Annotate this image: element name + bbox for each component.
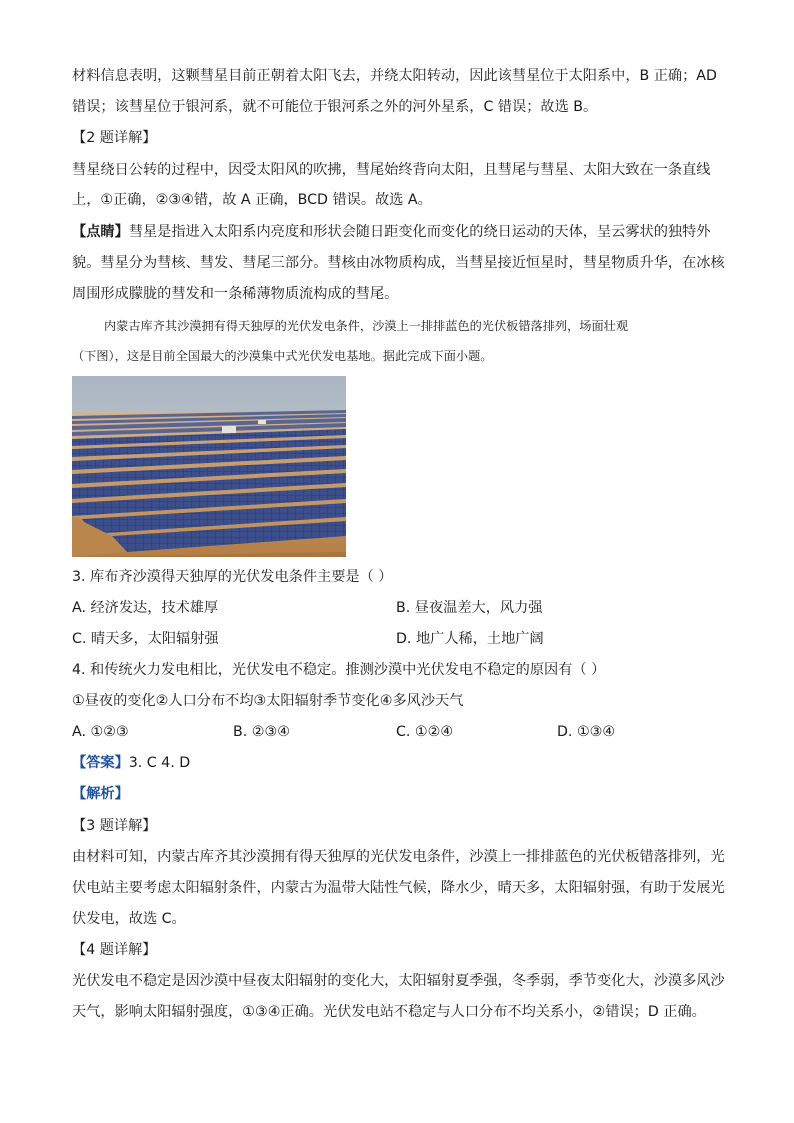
question4-factors: ①昼夜的变化②人口分布不均③太阳辐射季节变化④多风沙天气 [72, 693, 464, 709]
q2-heading: 【2 题详解】 [72, 130, 157, 146]
tip-label: 【点睛】 [72, 224, 129, 240]
q3-line-2: 伏电站主要考虑太阳辐射条件，内蒙古为温带大陆性气候，降水少，晴天多，太阳辐射强，有助于发展光 [72, 880, 725, 896]
q4-line-2: 天气，影响太阳辐射强度，①③④正确。光伏发电站不稳定与人口分布不均关系小，②错误；D 正确。 [72, 1004, 706, 1020]
analysis-label: 【解析】 [72, 786, 129, 802]
solar-farm-photo [72, 376, 346, 557]
solar-farm-image [72, 376, 346, 557]
question4-option-d: D. ①③④ [557, 724, 616, 740]
intro-line-1: 材料信息表明，这颗彗星目前正朝着太阳飞去，并绕太阳转动，因此该彗星位于太阳系中，B 正确；AD [72, 68, 717, 84]
answer-label: 【答案】 [72, 755, 129, 771]
question3-stem: 3. 库布齐沙漠得天独厚的光伏发电条件主要是（ ） [72, 569, 393, 585]
tip-line-3: 周围形成朦胧的彗发和一条稀薄物质流构成的彗尾。 [72, 286, 399, 302]
question4-option-c: C. ①②④ [396, 724, 454, 740]
intro-line-2: 错误；该彗星位于银河系，就不可能位于银河系之外的河外星系，C 错误；故选 B。 [72, 99, 598, 115]
q2-line-2: 上，①正确，②③④错，故 A 正确，BCD 错误。故选 A。 [72, 192, 432, 208]
q3-line-1: 由材料可知，内蒙古库齐其沙漠拥有得天独厚的光伏发电条件，沙漠上一排排蓝色的光伏板错落排列，光 [72, 849, 725, 865]
material-line-1: 内蒙古库齐其沙漠拥有得天独厚的光伏发电条件，沙漠上一排排蓝色的光伏板错落排列，场面壮观 [104, 319, 629, 333]
q3-line-3: 伏发电，故选 C。 [72, 911, 186, 927]
question4-option-b: B. ②③④ [233, 724, 290, 740]
question3-option-b: B. 昼夜温差大，风力强 [396, 600, 543, 616]
question3-option-d: D. 地广人稀，土地广阔 [396, 631, 544, 647]
tip-text-1: 彗星是指进入太阳系内亮度和形状会随日距变化而变化的绕日运动的天体，呈云雾状的独特外 [128, 224, 711, 240]
material-line-2: （下图），这是目前全国最大的沙漠集中式光伏发电基地。据此完成下面小题。 [72, 349, 493, 363]
q2-line-1: 彗星绕日公转的过程中，因受太阳风的吹拂，彗尾始终背向太阳，且彗尾与彗星、太阳大致在一条直线 [72, 162, 711, 178]
question4-stem: 4. 和传统火力发电相比，光伏发电不稳定。推测沙漠中光伏发电不稳定的原因有（ ） [72, 662, 606, 678]
question3-option-a: A. 经济发达，技术雄厚 [72, 600, 219, 616]
tip-line-2: 貌。彗星分为彗核、彗发、彗尾三部分。彗核由冰物质构成，当彗星接近恒星时，彗星物质升华，在冰核 [72, 255, 725, 271]
answer-line [72, 753, 190, 773]
question3-option-c: C. 晴天多，太阳辐射强 [72, 631, 219, 647]
q4-line-1: 光伏发电不稳定是因沙漠中昼夜太阳辐射的变化大，太阳辐射夏季强，冬季弱，季节变化大，沙漠多风沙 [72, 973, 725, 989]
q3-heading: 【3 题详解】 [72, 818, 157, 834]
tip-line-1 [72, 222, 710, 242]
question4-option-a: A. ①②③ [72, 724, 129, 740]
q4-heading: 【4 题详解】 [72, 942, 157, 958]
answer-value: 3. C 4. D [128, 755, 191, 771]
